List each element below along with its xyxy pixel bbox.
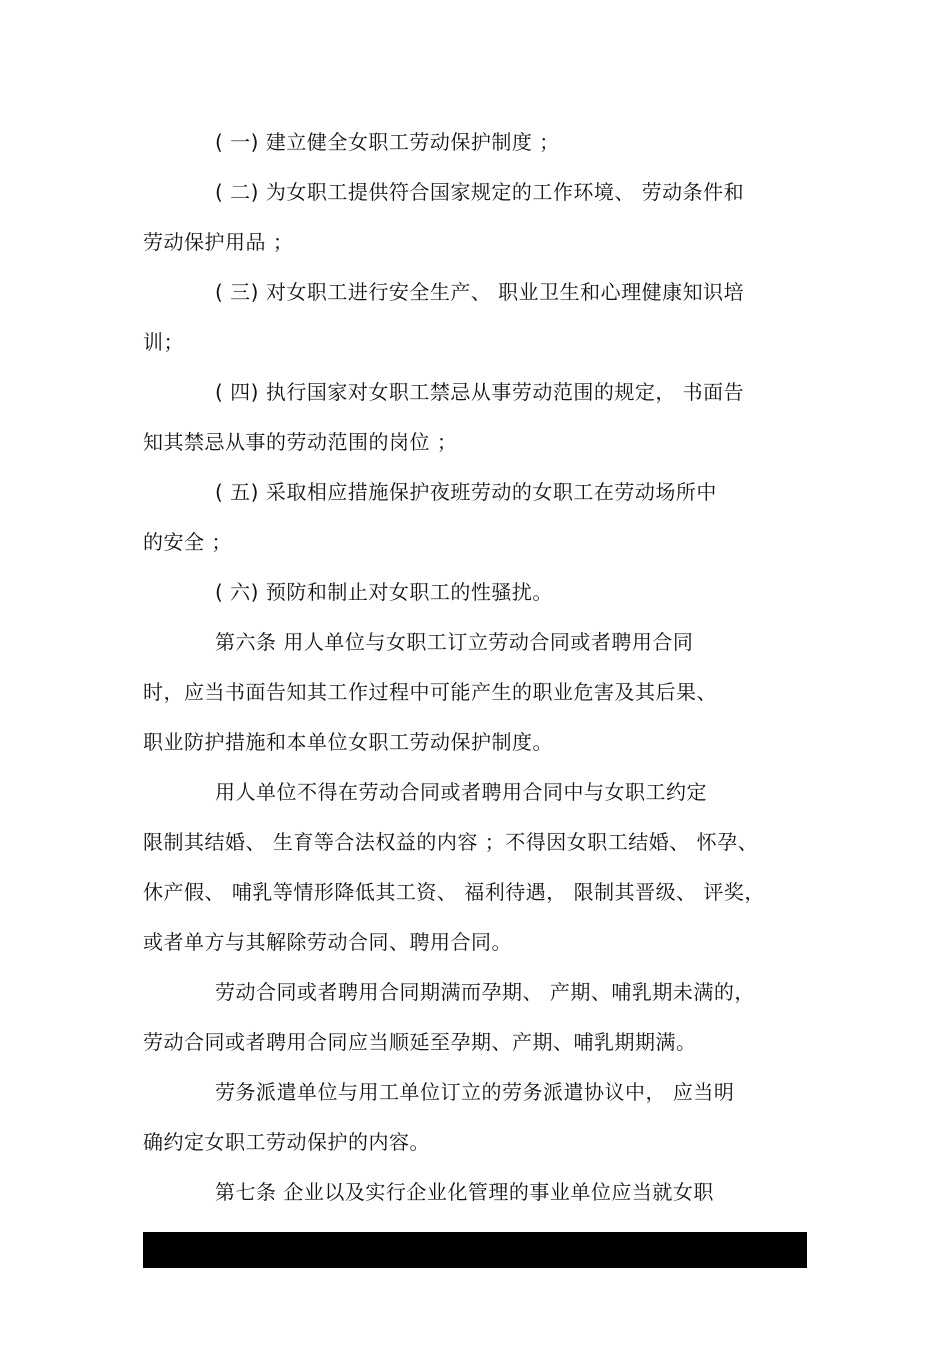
paragraph-line: 知其禁忌从事的劳动范围的岗位 ；	[143, 430, 458, 454]
paragraph-line: 劳动合同或者聘用合同应当顺延至孕期、产期、哺乳期期满。	[143, 1030, 697, 1054]
paragraph-line: 确约定女职工劳动保护的内容。	[143, 1130, 430, 1154]
paragraph-line: 限制其结婚、 生育等合法权益的内容 ；不得因女职工结婚、 怀孕、	[143, 830, 759, 854]
paragraph-line: 或者单方与其解除劳动合同、聘用合同。	[143, 930, 512, 954]
paragraph-line: ( 四) 执行国家对女职工禁忌从事劳动范围的规定， 书面告	[215, 380, 745, 404]
paragraph-line: 休产假、 哺乳等情形降低其工资、 福利待遇， 限制其晋级、 评奖，	[143, 880, 765, 904]
paragraph-line: 用人单位不得在劳动合同或者聘用合同中与女职工约定	[215, 780, 707, 804]
paragraph-line: 时，应当书面告知其工作过程中可能产生的职业危害及其后果、	[143, 680, 717, 704]
paragraph-line: ( 五) 采取相应措施保护夜班劳动的女职工在劳动场所中	[215, 480, 717, 504]
paragraph-line: ( 三) 对女职工进行安全生产、 职业卫生和心理健康知识培	[215, 280, 745, 304]
paragraph-line: ( 二) 为女职工提供符合国家规定的工作环境、 劳动条件和	[215, 180, 745, 204]
paragraph-line: ( 一) 建立健全女职工劳动保护制度 ；	[215, 130, 560, 154]
paragraph-line: 的安全 ；	[143, 530, 232, 554]
paragraph-line: 训；	[143, 330, 184, 354]
paragraph-line: ( 六) 预防和制止对女职工的性骚扰。	[215, 580, 553, 604]
paragraph-line: 职业防护措施和本单位女职工劳动保护制度。	[143, 730, 553, 754]
paragraph-line: 劳动保护用品 ；	[143, 230, 294, 254]
footer-black-bar	[143, 1232, 807, 1268]
paragraph-line: 劳务派遣单位与用工单位订立的劳务派遣协议中， 应当明	[215, 1080, 735, 1104]
paragraph-line: 劳动合同或者聘用合同期满而孕期、 产期、哺乳期未满的，	[215, 980, 755, 1004]
article-heading-line: 第七条 企业以及实行企业化管理的事业单位应当就女职	[215, 1180, 714, 1204]
article-heading-line: 第六条 用人单位与女职工订立劳动合同或者聘用合同	[215, 630, 694, 654]
